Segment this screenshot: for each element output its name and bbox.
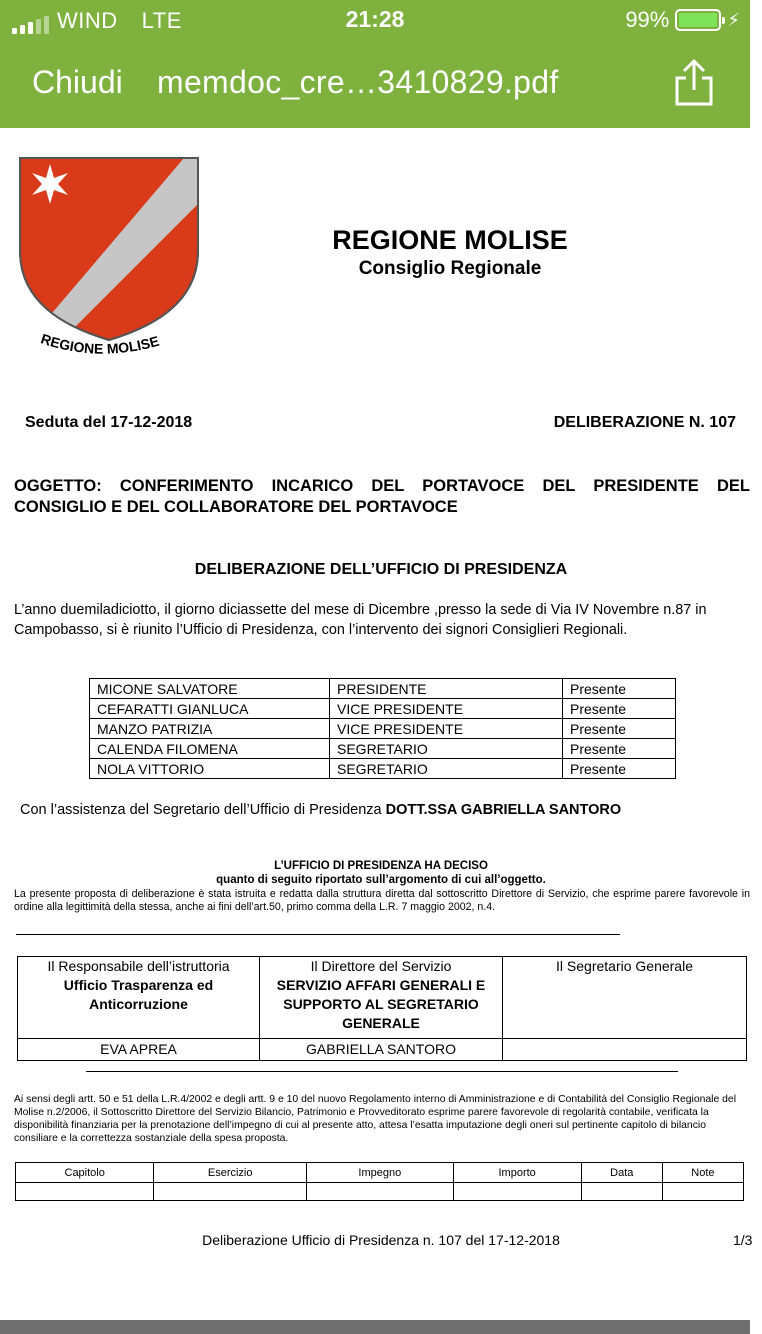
- budget-cell: [453, 1183, 581, 1201]
- battery-status: [625, 7, 740, 33]
- member-role: VICE PRESIDENTE: [330, 719, 563, 739]
- network-type: LTE: [141, 8, 182, 33]
- member-status: Presente: [563, 759, 676, 779]
- pdf-page: [0, 128, 753, 1320]
- signature-name: [503, 1039, 747, 1061]
- budget-column-header: Capitolo: [16, 1163, 154, 1183]
- assistance-text: Con l’assistenza del Segretario dell’Ufficio di Presidenza: [20, 802, 386, 818]
- member-status: Presente: [563, 719, 676, 739]
- members-table: [89, 678, 676, 779]
- assistance-line: [20, 802, 621, 818]
- close-button[interactable]: Chiudi: [32, 64, 123, 100]
- member-name: NOLA VITTORIO: [90, 759, 330, 779]
- signature-cell-segretario: [503, 957, 747, 1039]
- header-subtitle: Consiglio Regionale: [358, 258, 542, 279]
- signature-title: Il Segretario Generale: [556, 958, 693, 974]
- charging-icon: ⚡︎: [727, 9, 740, 30]
- budget-column-header: Impegno: [307, 1163, 454, 1183]
- member-row: [90, 699, 676, 719]
- financial-paragraph: Ai sensi degli artt. 50 e 51 della L.R.4/2002 e degli artt. 9 e 10 del nuovo Regolamento interno di Amministrazione e di Contabilità del Consiglio Regionale del Molise n.2/2006, il Sottoscritto Direttore del Servizio Bilancio, Patrimonio e Provveditorato esprime parere favorevole di regolarità contabile, verificata la disponibilità finanziaria per la prenotazione dell’impegno di cui al presente atto, attesa l’esatta imputazione degli oneri sul pertinente capitolo di bilancio consiliare e la correttezza sostanziale della spesa proposta.: [14, 1094, 737, 1144]
- member-role: PRESIDENTE: [330, 679, 563, 699]
- member-row: [90, 759, 676, 779]
- signature-office: Ufficio Trasparenza ed Anticorruzione: [63, 977, 214, 1012]
- signature-name: EVA APREA: [18, 1039, 260, 1061]
- member-role: SEGRETARIO: [330, 739, 563, 759]
- budget-cell: [581, 1183, 662, 1201]
- signature-title: Il Responsabile dell’istruttoria: [47, 958, 230, 974]
- budget-cell: [307, 1183, 454, 1201]
- budget-column-header: Importo: [453, 1163, 581, 1183]
- member-name: MICONE SALVATORE: [90, 679, 330, 699]
- battery-icon: [675, 9, 721, 31]
- decision-subheading: quanto di seguito riportato sull’argomento di cui all’oggetto.: [216, 874, 546, 886]
- bottom-scroll-edge: [0, 1320, 750, 1334]
- status-bar: [0, 0, 750, 40]
- member-name: MANZO PATRIZIA: [90, 719, 330, 739]
- divider: [16, 934, 620, 935]
- decision-heading: L’UFFICIO DI PRESIDENZA HA DECISO: [274, 860, 488, 872]
- document-title: memdoc_cre…3410829.pdf: [157, 64, 559, 100]
- member-row: [90, 719, 676, 739]
- member-status: Presente: [563, 699, 676, 719]
- session-date: Seduta del 17-12-2018: [25, 414, 193, 431]
- signature-cell-istruttoria: [18, 957, 260, 1039]
- member-row: [90, 679, 676, 699]
- member-status: Presente: [563, 739, 676, 759]
- member-status: Presente: [563, 679, 676, 699]
- member-name: CALENDA FILOMENA: [90, 739, 330, 759]
- budget-table: [15, 1162, 744, 1201]
- signature-name: GABRIELLA SANTORO: [260, 1039, 503, 1061]
- budget-cell: [16, 1183, 154, 1201]
- budget-column-header: Note: [662, 1163, 743, 1183]
- member-role: VICE PRESIDENTE: [330, 699, 563, 719]
- budget-column-header: Data: [581, 1163, 662, 1183]
- assistance-name: DOTT.SSA GABRIELLA SANTORO: [385, 802, 622, 818]
- signatures-table: [17, 956, 747, 1061]
- page-number: 1/3: [733, 1232, 753, 1248]
- intro-paragraph: L’anno duemiladiciotto, il giorno diciassette del mese di Dicembre ,presso la sede di Via IV Novembre n.87 in Campobasso, si è riunito l’Ufficio di Presidenza, con l’intervento dei signori Consiglieri Regionali.: [14, 602, 707, 638]
- decision-paragraph: La presente proposta di deliberazione è stata istruita e redatta dalla struttura diretta dal sottoscritto Direttore di Servizio, che esprime parere favorevole in ordine alla legittimità della stessa, anche ai fini dell’art.50, primo comma della L.R. 7 maggio 2002, n.4.: [14, 888, 750, 913]
- battery-percent: 99%: [625, 7, 670, 32]
- member-row: [90, 739, 676, 759]
- carrier-name: WIND: [57, 8, 118, 33]
- deliberation-number: DELIBERAZIONE N. 107: [553, 414, 736, 431]
- signature-office: SERVIZIO AFFARI GENERALI E SUPPORTO AL SEGRETARIO GENERALE: [276, 977, 486, 1031]
- member-role: SEGRETARIO: [330, 759, 563, 779]
- budget-cell: [154, 1183, 307, 1201]
- signature-title: Il Direttore del Servizio: [310, 958, 452, 974]
- document-viewer-navbar: [0, 40, 750, 128]
- subject: OGGETTO: CONFERIMENTO INCARICO DEL PORTAVOCE DEL PRESIDENTE DEL CONSIGLIO E DEL COLLABORATORE DEL PORTAVOCE: [14, 477, 750, 516]
- clock: 21:28: [345, 6, 405, 32]
- regione-molise-emblem: [16, 156, 202, 368]
- share-icon[interactable]: [672, 58, 716, 108]
- page-footer: Deliberazione Ufficio di Presidenza n. 107 del 17-12-2018: [202, 1232, 560, 1248]
- header-title: REGIONE MOLISE: [332, 225, 568, 255]
- signature-cell-direttore: [260, 957, 503, 1039]
- emblem-caption: REGIONE MOLISE: [38, 330, 161, 357]
- member-name: CEFARATTI GIANLUCA: [90, 699, 330, 719]
- budget-cell: [662, 1183, 743, 1201]
- budget-column-header: Esercizio: [154, 1163, 307, 1183]
- section-heading: DELIBERAZIONE DELL’UFFICIO DI PRESIDENZA: [194, 561, 568, 578]
- divider: [86, 1071, 678, 1072]
